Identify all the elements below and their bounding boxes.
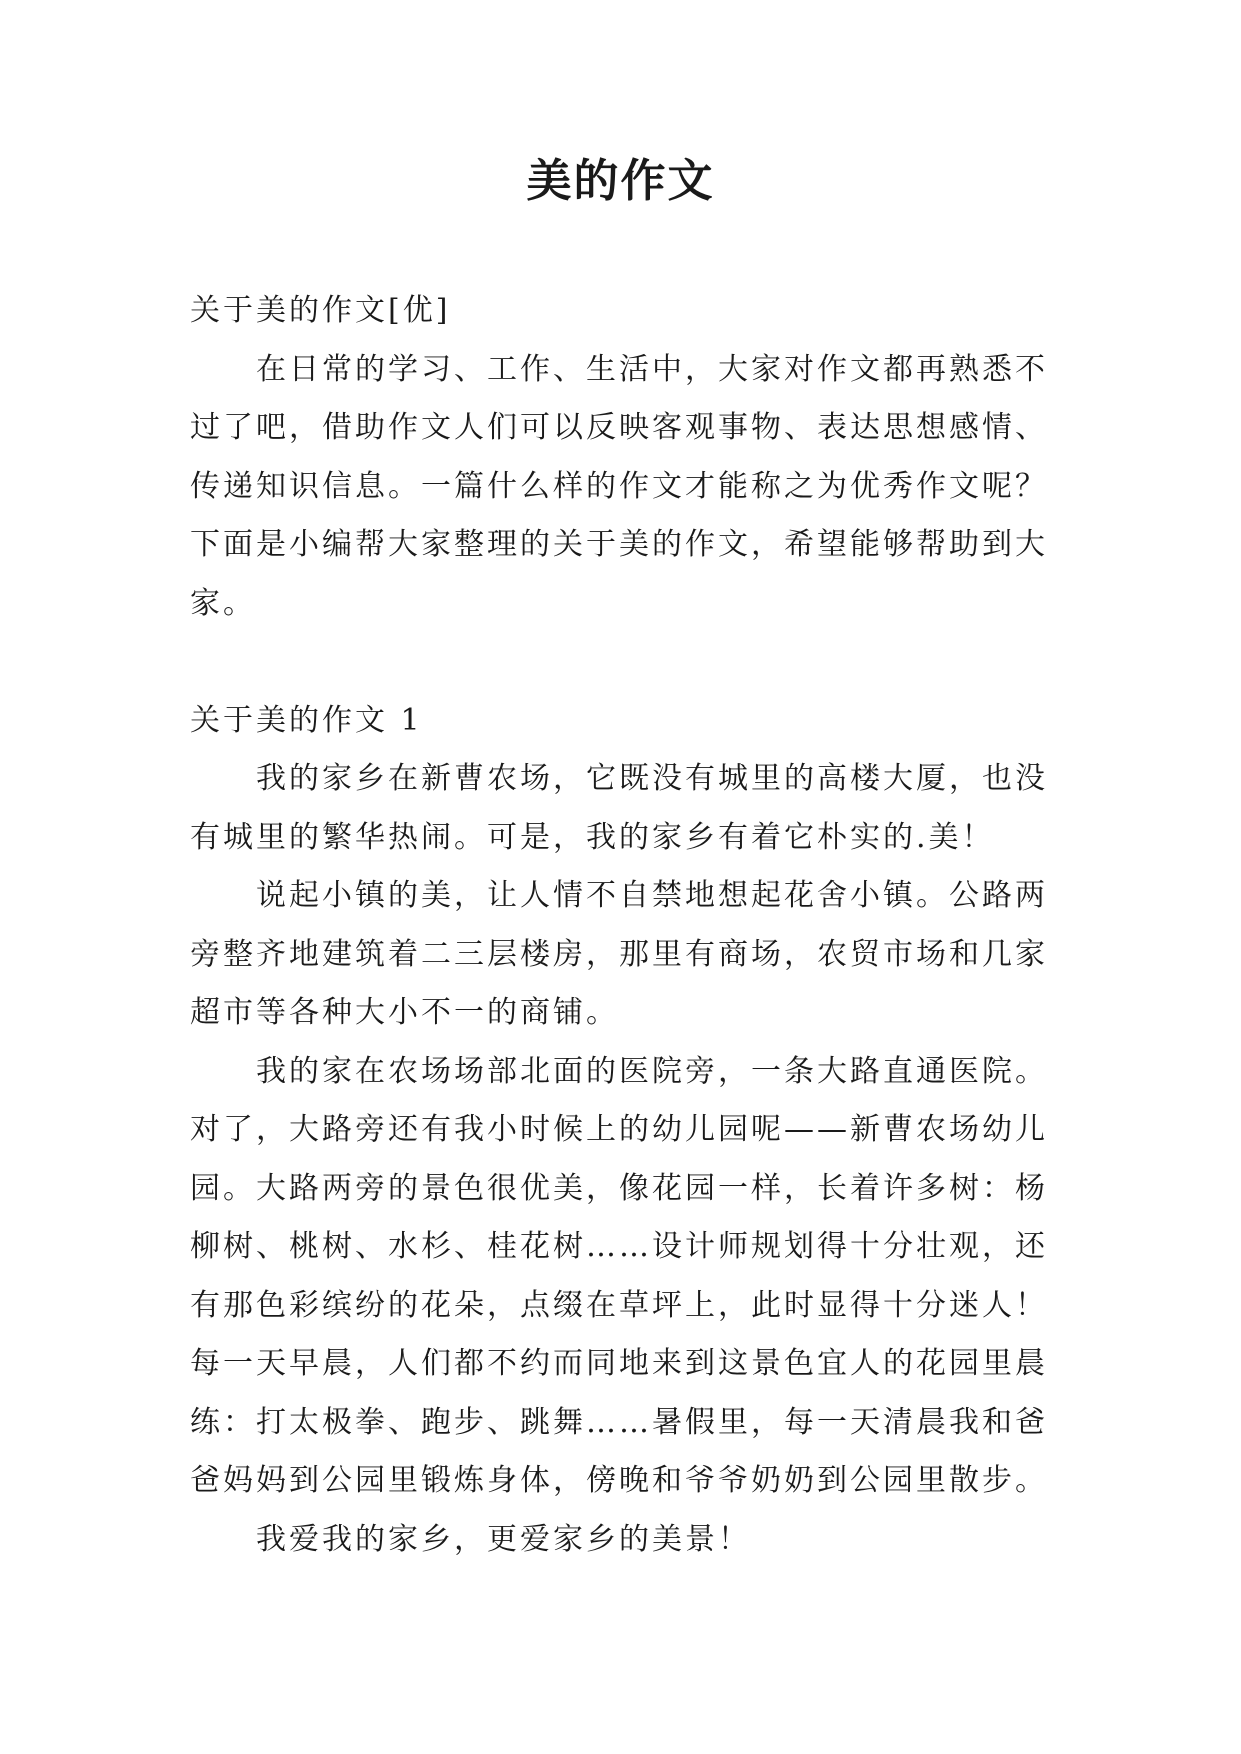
- section-heading: 关于美的作文 1: [190, 702, 423, 738]
- essay-paragraph: [190, 1511, 1050, 1570]
- text-line: 家。: [190, 585, 256, 621]
- text-line: 对了，大路旁还有我小时候上的幼儿园呢——新曹农场幼儿: [190, 1112, 1048, 1147]
- text-line: 我的家乡在新曹农场，它既没有城里的高楼大厦，也没: [256, 761, 1048, 796]
- text-line: 每一天早晨，人们都不约而同地来到这景色宜人的花园里晨: [190, 1346, 1048, 1381]
- text-line: 过了吧，借助作文人们可以反映客观事物、表达思想感情、: [190, 410, 1048, 445]
- text-line: 我爱我的家乡，更爱家乡的美景！: [256, 1521, 751, 1557]
- text-line: 旁整齐地建筑着二三层楼房，那里有商场，农贸市场和几家: [190, 936, 1048, 972]
- section-spacer: [190, 633, 1050, 692]
- text-line: 说起小镇的美，让人情不自禁地想起花舍小镇。公路两: [256, 878, 1048, 913]
- text-line: 有那色彩缤纷的花朵，点缀在草坪上，此时显得十分迷人！: [190, 1287, 1048, 1323]
- text-line: 我的家在农场场部北面的医院旁，一条大路直通医院。: [256, 1053, 1048, 1089]
- section-heading: 关于美的作文[优]: [190, 293, 451, 328]
- text-line: 下面是小编帮大家整理的关于美的作文，希望能够帮助到大: [190, 527, 1048, 562]
- essay-paragraph: [190, 867, 1050, 1043]
- text-line: 柳树、桃树、水杉、桂花树……设计师规划得十分壮观，还: [190, 1229, 1048, 1264]
- essay-paragraph: [190, 750, 1050, 867]
- text-line: 园。大路两旁的景色很优美，像花园一样，长着许多树：杨: [190, 1170, 1048, 1206]
- text-line: 爸妈妈到公园里锻炼身体，傍晚和爷爷奶奶到公园里散步。: [190, 1463, 1048, 1498]
- essay-paragraph: [190, 1043, 1050, 1511]
- intro-paragraph: [190, 341, 1050, 634]
- document-body: [190, 282, 1050, 1569]
- text-line: 超市等各种大小不一的商铺。: [190, 995, 619, 1030]
- text-line: 传递知识信息。一篇什么样的作文才能称之为优秀作文呢？: [190, 468, 1048, 504]
- text-line: 在日常的学习、工作、生活中，大家对作文都再熟悉不: [256, 351, 1048, 387]
- text-line: 练：打太极拳、跑步、跳舞……暑假里，每一天清晨我和爸: [190, 1404, 1048, 1440]
- text-line: 有城里的繁华热闹。可是，我的家乡有着它朴实的.美！: [190, 819, 995, 855]
- document-title: 美的作文: [526, 154, 715, 207]
